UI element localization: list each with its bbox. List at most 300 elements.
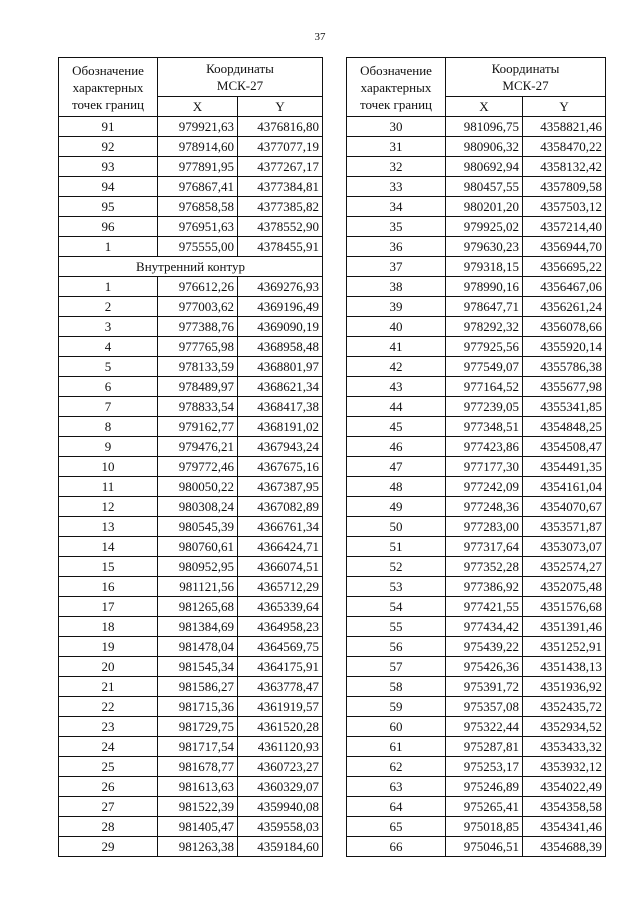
table-row [347,777,606,797]
table-row [59,177,323,197]
x-coordinate-cell: 977352,28 [446,557,523,577]
y-column-header: Y [523,97,606,117]
x-coordinate-cell: 978292,32 [446,317,523,337]
point-number-cell: 19 [59,637,158,657]
table-row [347,477,606,497]
point-number-cell: 6 [59,377,158,397]
table-row [347,497,606,517]
y-coordinate-cell: 4365712,29 [238,577,323,597]
table-row [347,197,606,217]
table-row [347,237,606,257]
point-number-cell: 26 [59,777,158,797]
x-coordinate-cell: 977388,76 [158,317,238,337]
x-coordinate-cell: 980760,61 [158,537,238,557]
y-coordinate-cell: 4353433,32 [523,737,606,757]
table-row [59,237,323,257]
x-coordinate-cell: 981121,56 [158,577,238,597]
designation-header [59,58,158,117]
x-coordinate-cell: 978914,60 [158,137,238,157]
table-row [347,637,606,657]
x-coordinate-cell: 979630,23 [446,237,523,257]
table-row [59,797,323,817]
y-coordinate-cell: 4361120,93 [238,737,323,757]
x-coordinate-cell: 975439,22 [446,637,523,657]
table-row [59,617,323,637]
table-row [347,837,606,857]
x-coordinate-cell: 975287,81 [446,737,523,757]
table-row [347,677,606,697]
y-coordinate-cell: 4351438,13 [523,657,606,677]
y-coordinate-cell: 4354491,35 [523,457,606,477]
x-coordinate-cell: 976612,26 [158,277,238,297]
point-number-cell: 91 [59,117,158,137]
x-coordinate-cell: 977348,51 [446,417,523,437]
y-coordinate-cell: 4352934,52 [523,717,606,737]
y-coordinate-cell: 4352435,72 [523,697,606,717]
coordinates-table-left [58,57,323,857]
x-coordinate-cell: 979162,77 [158,417,238,437]
x-coordinate-cell: 977003,62 [158,297,238,317]
point-number-cell: 51 [347,537,446,557]
x-coordinate-cell: 975357,08 [446,697,523,717]
table-row [347,117,606,137]
x-coordinate-cell: 977283,00 [446,517,523,537]
x-coordinate-cell: 977925,56 [446,337,523,357]
table-row [59,697,323,717]
table-row [59,297,323,317]
point-number-cell: 36 [347,237,446,257]
x-coordinate-cell: 980308,24 [158,497,238,517]
designation-header-line: характерных [72,79,144,95]
designation-header-line: Обозначение [360,62,432,78]
point-number-cell: 34 [347,197,446,217]
table-row [59,497,323,517]
x-coordinate-cell: 981586,27 [158,677,238,697]
table-row [59,757,323,777]
x-coordinate-cell: 981263,38 [158,837,238,857]
y-coordinate-cell: 4378455,91 [238,237,323,257]
y-coordinate-cell: 4355341,85 [523,397,606,417]
point-number-cell: 47 [347,457,446,477]
point-number-cell: 62 [347,757,446,777]
point-number-cell: 63 [347,777,446,797]
point-number-cell: 27 [59,797,158,817]
point-number-cell: 50 [347,517,446,537]
point-number-cell: 66 [347,837,446,857]
x-coordinate-cell: 977549,07 [446,357,523,377]
point-number-cell: 93 [59,157,158,177]
y-coordinate-cell: 4367387,95 [238,477,323,497]
y-coordinate-cell: 4361520,28 [238,717,323,737]
y-coordinate-cell: 4359558,03 [238,817,323,837]
x-coordinate-cell: 977423,86 [446,437,523,457]
point-number-cell: 3 [59,317,158,337]
y-coordinate-cell: 4366761,34 [238,517,323,537]
y-coordinate-cell: 4360723,27 [238,757,323,777]
point-number-cell: 59 [347,697,446,717]
x-coordinate-cell: 978833,54 [158,397,238,417]
point-number-cell: 45 [347,417,446,437]
table-row [59,157,323,177]
y-coordinate-cell: 4363778,47 [238,677,323,697]
x-coordinate-cell: 975322,44 [446,717,523,737]
table-row [59,597,323,617]
table-row [59,577,323,597]
x-coordinate-cell: 979921,63 [158,117,238,137]
y-coordinate-cell: 4355920,14 [523,337,606,357]
x-coordinate-cell: 980692,94 [446,157,523,177]
y-coordinate-cell: 4377267,17 [238,157,323,177]
table-row [59,277,323,297]
x-coordinate-cell: 977239,05 [446,397,523,417]
x-coordinate-cell: 977177,30 [446,457,523,477]
y-coordinate-cell: 4354070,67 [523,497,606,517]
point-number-cell: 55 [347,617,446,637]
x-coordinate-cell: 977386,92 [446,577,523,597]
x-coordinate-cell: 977421,55 [446,597,523,617]
x-coordinate-cell: 975265,41 [446,797,523,817]
x-coordinate-cell: 981096,75 [446,117,523,137]
y-coordinate-cell: 4377384,81 [238,177,323,197]
x-coordinate-cell: 978990,16 [446,277,523,297]
point-number-cell: 15 [59,557,158,577]
x-coordinate-cell: 976867,41 [158,177,238,197]
y-coordinate-cell: 4352574,27 [523,557,606,577]
table-row [347,357,606,377]
point-number-cell: 23 [59,717,158,737]
y-coordinate-cell: 4358470,22 [523,137,606,157]
point-number-cell: 2 [59,297,158,317]
table-row [347,537,606,557]
table-row [347,217,606,237]
point-number-cell: 18 [59,617,158,637]
x-coordinate-cell: 980457,55 [446,177,523,197]
x-coordinate-cell: 977164,52 [446,377,523,397]
y-coordinate-cell: 4353932,12 [523,757,606,777]
point-number-cell: 21 [59,677,158,697]
point-number-cell: 8 [59,417,158,437]
table-row [347,157,606,177]
y-coordinate-cell: 4364569,75 [238,637,323,657]
table-row [347,337,606,357]
table-row [59,537,323,557]
point-number-cell: 61 [347,737,446,757]
y-coordinate-cell: 4365339,64 [238,597,323,617]
point-number-cell: 31 [347,137,446,157]
point-number-cell: 39 [347,297,446,317]
y-coordinate-cell: 4354341,46 [523,817,606,837]
x-coordinate-cell: 977242,09 [446,477,523,497]
x-coordinate-cell: 977317,64 [446,537,523,557]
x-coordinate-cell: 975253,17 [446,757,523,777]
x-coordinate-cell: 977765,98 [158,337,238,357]
y-coordinate-cell: 4368191,02 [238,417,323,437]
y-coordinate-cell: 4378552,90 [238,217,323,237]
y-coordinate-cell: 4360329,07 [238,777,323,797]
y-coordinate-cell: 4367943,24 [238,437,323,457]
table-body-left [59,117,323,857]
point-number-cell: 38 [347,277,446,297]
point-number-cell: 1 [59,237,158,257]
point-number-cell: 16 [59,577,158,597]
coordinate-system-label: МСК-27 [502,78,549,93]
table-row [59,677,323,697]
table-row [59,417,323,437]
y-coordinate-cell: 4361919,57 [238,697,323,717]
coordinate-system-label: МСК-27 [216,78,264,93]
y-coordinate-cell: 4353571,87 [523,517,606,537]
point-number-cell: 10 [59,457,158,477]
table-row [347,297,606,317]
table-row [347,517,606,537]
point-number-cell: 58 [347,677,446,697]
y-coordinate-cell: 4377385,82 [238,197,323,217]
y-coordinate-cell: 4354022,49 [523,777,606,797]
y-coordinate-cell: 4366424,71 [238,537,323,557]
point-number-cell: 52 [347,557,446,577]
point-number-cell: 60 [347,717,446,737]
x-coordinate-cell: 981729,75 [158,717,238,737]
x-coordinate-cell: 981678,77 [158,757,238,777]
table-row [59,457,323,477]
y-coordinate-cell: 4355677,98 [523,377,606,397]
point-number-cell: 1 [59,277,158,297]
y-coordinate-cell: 4351252,91 [523,637,606,657]
table-row [347,377,606,397]
y-coordinate-cell: 4356944,70 [523,237,606,257]
table-row [347,797,606,817]
table-row [347,557,606,577]
point-number-cell: 40 [347,317,446,337]
point-number-cell: 92 [59,137,158,157]
y-coordinate-cell: 4369276,93 [238,277,323,297]
y-coordinate-cell: 4353073,07 [523,537,606,557]
y-coordinate-cell: 4368417,38 [238,397,323,417]
x-coordinate-cell: 975555,00 [158,237,238,257]
y-coordinate-cell: 4354161,04 [523,477,606,497]
point-number-cell: 24 [59,737,158,757]
point-number-cell: 33 [347,177,446,197]
point-number-cell: 9 [59,437,158,457]
table-row [59,637,323,657]
x-coordinate-cell: 981717,54 [158,737,238,757]
table-row [347,397,606,417]
point-number-cell: 42 [347,357,446,377]
table-row [347,177,606,197]
y-coordinate-cell: 4358132,42 [523,157,606,177]
y-coordinate-cell: 4357503,12 [523,197,606,217]
point-number-cell: 25 [59,757,158,777]
point-number-cell: 64 [347,797,446,817]
y-coordinate-cell: 4376816,80 [238,117,323,137]
coordinates-header [158,58,323,97]
point-number-cell: 20 [59,657,158,677]
table-row [59,357,323,377]
table-row [59,317,323,337]
x-coordinate-cell: 981545,34 [158,657,238,677]
x-coordinate-cell: 979925,02 [446,217,523,237]
table-row [347,417,606,437]
y-coordinate-cell: 4357214,40 [523,217,606,237]
table-row [59,837,323,857]
y-coordinate-cell: 4351576,68 [523,597,606,617]
table-body-right [347,117,606,857]
x-coordinate-cell: 978489,97 [158,377,238,397]
point-number-cell: 65 [347,817,446,837]
y-coordinate-cell: 4355786,38 [523,357,606,377]
x-coordinate-cell: 980906,32 [446,137,523,157]
table-row [59,777,323,797]
x-coordinate-cell: 981613,63 [158,777,238,797]
table-row [347,437,606,457]
table-row [59,477,323,497]
y-coordinate-cell: 4359940,08 [238,797,323,817]
table-row [347,317,606,337]
y-coordinate-cell: 4364958,23 [238,617,323,637]
table-row [347,577,606,597]
point-number-cell: 46 [347,437,446,457]
y-coordinate-cell: 4359184,60 [238,837,323,857]
point-number-cell: 12 [59,497,158,517]
point-number-cell: 41 [347,337,446,357]
y-coordinate-cell: 4352075,48 [523,577,606,597]
point-number-cell: 94 [59,177,158,197]
point-number-cell: 96 [59,217,158,237]
designation-header-line: точек границ [359,96,433,112]
table-row [59,137,323,157]
point-number-cell: 48 [347,477,446,497]
coordinates-header-line: Координаты [491,61,560,76]
x-coordinate-cell: 981384,69 [158,617,238,637]
y-coordinate-cell: 4356078,66 [523,317,606,337]
table-row [347,617,606,637]
table-row [347,817,606,837]
y-coordinate-cell: 4367082,89 [238,497,323,517]
x-coordinate-cell: 981715,36 [158,697,238,717]
table-row [59,817,323,837]
table-row [59,337,323,357]
y-coordinate-cell: 4368801,97 [238,357,323,377]
point-number-cell: 56 [347,637,446,657]
x-coordinate-cell: 975426,36 [446,657,523,677]
table-row [347,277,606,297]
x-coordinate-cell: 981265,68 [158,597,238,617]
table-row [347,697,606,717]
x-coordinate-cell: 977891,95 [158,157,238,177]
x-coordinate-cell: 977248,36 [446,497,523,517]
x-coordinate-cell: 975018,85 [446,817,523,837]
x-coordinate-cell: 980545,39 [158,517,238,537]
y-coordinate-cell: 4358821,46 [523,117,606,137]
point-number-cell: 37 [347,257,446,277]
point-number-cell: 17 [59,597,158,617]
designation-header-line: точек границ [71,96,145,112]
x-coordinate-cell: 976858,58 [158,197,238,217]
table-row [347,757,606,777]
point-number-cell: 57 [347,657,446,677]
point-number-cell: 54 [347,597,446,617]
table-row [59,717,323,737]
table-row [59,397,323,417]
x-coordinate-cell: 981522,39 [158,797,238,817]
y-column-header: Y [238,97,323,117]
x-coordinate-cell: 975046,51 [446,837,523,857]
point-number-cell: 13 [59,517,158,537]
page-number: 37 [314,31,326,43]
point-number-cell: 22 [59,697,158,717]
table-row [347,137,606,157]
y-coordinate-cell: 4356261,24 [523,297,606,317]
table-row [347,717,606,737]
point-number-cell: 28 [59,817,158,837]
section-row [59,257,323,277]
y-coordinate-cell: 4367675,16 [238,457,323,477]
designation-header-line: характерных [360,79,432,95]
x-coordinate-cell: 981405,47 [158,817,238,837]
point-number-cell: 35 [347,217,446,237]
y-coordinate-cell: 4354848,25 [523,417,606,437]
y-coordinate-cell: 4366074,51 [238,557,323,577]
y-coordinate-cell: 4364175,91 [238,657,323,677]
point-number-cell: 44 [347,397,446,417]
y-coordinate-cell: 4351936,92 [523,677,606,697]
y-coordinate-cell: 4356695,22 [523,257,606,277]
x-coordinate-cell: 981478,04 [158,637,238,657]
table-row [59,517,323,537]
section-title: Внутренний контур [59,257,323,277]
x-column-header: X [158,97,238,117]
x-coordinate-cell: 975246,89 [446,777,523,797]
coordinates-header [446,58,606,97]
x-coordinate-cell: 977434,42 [446,617,523,637]
table-row [59,437,323,457]
x-coordinate-cell: 980201,20 [446,197,523,217]
table-row [347,597,606,617]
x-coordinate-cell: 978133,59 [158,357,238,377]
point-number-cell: 29 [59,837,158,857]
x-coordinate-cell: 980050,22 [158,477,238,497]
x-coordinate-cell: 979476,21 [158,437,238,457]
y-coordinate-cell: 4354358,58 [523,797,606,817]
table-row [59,117,323,137]
x-coordinate-cell: 979772,46 [158,457,238,477]
x-coordinate-cell: 976951,63 [158,217,238,237]
x-coordinate-cell: 980952,95 [158,557,238,577]
point-number-cell: 7 [59,397,158,417]
point-number-cell: 49 [347,497,446,517]
table-row [59,217,323,237]
y-coordinate-cell: 4368958,48 [238,337,323,357]
table-row [59,657,323,677]
x-column-header: X [446,97,523,117]
point-number-cell: 95 [59,197,158,217]
table-row [347,657,606,677]
y-coordinate-cell: 4354688,39 [523,837,606,857]
point-number-cell: 5 [59,357,158,377]
coordinates-header-line: Координаты [206,61,274,76]
coordinates-table-right [346,57,606,857]
y-coordinate-cell: 4369196,49 [238,297,323,317]
point-number-cell: 32 [347,157,446,177]
table-row [347,457,606,477]
table-row [347,257,606,277]
y-coordinate-cell: 4357809,58 [523,177,606,197]
y-coordinate-cell: 4356467,06 [523,277,606,297]
designation-header [347,58,446,117]
x-coordinate-cell: 979318,15 [446,257,523,277]
y-coordinate-cell: 4369090,19 [238,317,323,337]
designation-header-line: Обозначение [72,62,144,78]
